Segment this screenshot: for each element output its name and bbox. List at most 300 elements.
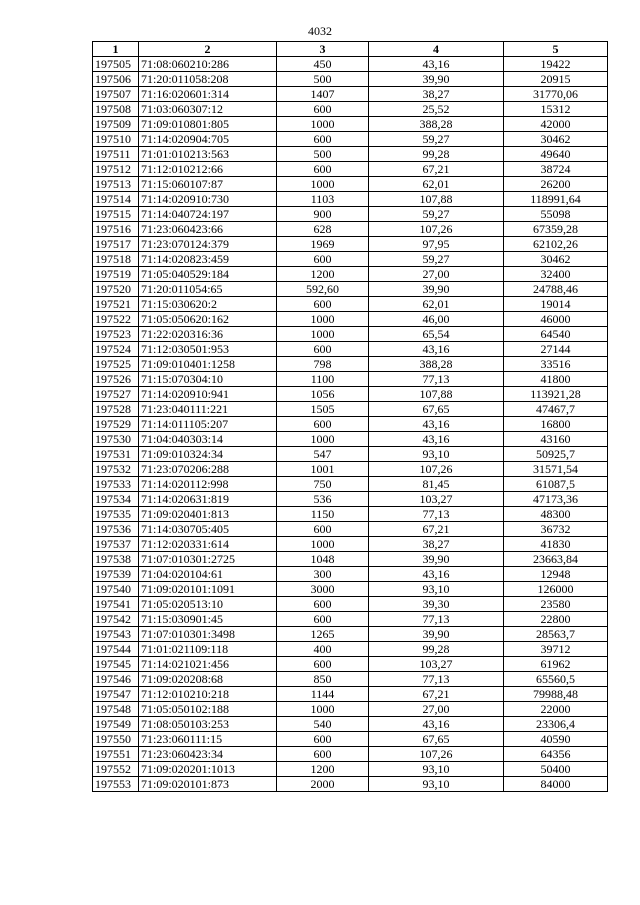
cadastral-number-cell: 71:16:020601:314: [139, 87, 277, 102]
record-number-cell: 197549: [93, 717, 139, 732]
rate-cell: 67,65: [369, 732, 504, 747]
record-number-cell: 197544: [93, 642, 139, 657]
table-row: [93, 747, 608, 762]
value-cell: 65560,5: [504, 672, 608, 687]
table-row: [93, 762, 608, 777]
area-cell: 1407: [277, 87, 369, 102]
area-cell: 1200: [277, 762, 369, 777]
rate-cell: 27,00: [369, 267, 504, 282]
value-cell: 38724: [504, 162, 608, 177]
cadastral-number-cell: 71:14:021021:456: [139, 657, 277, 672]
cadastral-number-cell: 71:23:040111:221: [139, 402, 277, 417]
cadastral-number-cell: 71:01:010213:563: [139, 147, 277, 162]
cadastral-number-cell: 71:14:020910:730: [139, 192, 277, 207]
value-cell: 40590: [504, 732, 608, 747]
value-cell: 41800: [504, 372, 608, 387]
cadastral-number-cell: 71:14:020112:998: [139, 477, 277, 492]
area-cell: 1200: [277, 267, 369, 282]
area-cell: 600: [277, 417, 369, 432]
cadastral-number-cell: 71:05:050620:162: [139, 312, 277, 327]
table-row: [93, 327, 608, 342]
rate-cell: 59,27: [369, 207, 504, 222]
cadastral-number-cell: 71:09:020208:68: [139, 672, 277, 687]
table-header: [93, 42, 608, 57]
table-row: [93, 132, 608, 147]
area-cell: 1000: [277, 327, 369, 342]
cadastral-number-cell: 71:04:040303:14: [139, 432, 277, 447]
table-row: [93, 477, 608, 492]
table-row: [93, 657, 608, 672]
cadastral-number-cell: 71:15:060107:87: [139, 177, 277, 192]
table-row: [93, 372, 608, 387]
record-number-cell: 197537: [93, 537, 139, 552]
value-cell: 126000: [504, 582, 608, 597]
record-number-cell: 197536: [93, 522, 139, 537]
value-cell: 27144: [504, 342, 608, 357]
table-row: [93, 297, 608, 312]
table-row: [93, 387, 608, 402]
rate-cell: 103,27: [369, 492, 504, 507]
value-cell: 55098: [504, 207, 608, 222]
header-col-4: 4: [369, 42, 504, 57]
table-row: [93, 117, 608, 132]
value-cell: 23580: [504, 597, 608, 612]
area-cell: 1000: [277, 432, 369, 447]
record-number-cell: 197520: [93, 282, 139, 297]
rate-cell: 39,90: [369, 72, 504, 87]
area-cell: 1969: [277, 237, 369, 252]
table-row: [93, 87, 608, 102]
area-cell: 600: [277, 612, 369, 627]
value-cell: 23306,4: [504, 717, 608, 732]
cadastral-number-cell: 71:09:010324:34: [139, 447, 277, 462]
table-row: [93, 357, 608, 372]
page-number: 4032: [308, 24, 332, 38]
value-cell: 31571,54: [504, 462, 608, 477]
area-cell: 2000: [277, 777, 369, 792]
rate-cell: 43,16: [369, 717, 504, 732]
rate-cell: 39,90: [369, 282, 504, 297]
record-number-cell: 197538: [93, 552, 139, 567]
value-cell: 31770,06: [504, 87, 608, 102]
area-cell: 1265: [277, 627, 369, 642]
rate-cell: 107,26: [369, 222, 504, 237]
value-cell: 36732: [504, 522, 608, 537]
record-number-cell: 197514: [93, 192, 139, 207]
record-number-cell: 197546: [93, 672, 139, 687]
cadastral-number-cell: 71:05:040529:184: [139, 267, 277, 282]
record-number-cell: 197524: [93, 342, 139, 357]
record-number-cell: 197515: [93, 207, 139, 222]
value-cell: 41830: [504, 537, 608, 552]
cadastral-number-cell: 71:14:020631:819: [139, 492, 277, 507]
value-cell: 50400: [504, 762, 608, 777]
value-cell: 47467,7: [504, 402, 608, 417]
table-row: [93, 237, 608, 252]
table-row: [93, 447, 608, 462]
record-number-cell: 197510: [93, 132, 139, 147]
cadastral-number-cell: 71:04:020104:61: [139, 567, 277, 582]
rate-cell: 77,13: [369, 612, 504, 627]
cadastral-number-cell: 71:23:060423:34: [139, 747, 277, 762]
cadastral-number-cell: 71:12:030501:953: [139, 342, 277, 357]
value-cell: 12948: [504, 567, 608, 582]
record-number-cell: 197512: [93, 162, 139, 177]
value-cell: 64356: [504, 747, 608, 762]
value-cell: 22800: [504, 612, 608, 627]
table-row: [93, 177, 608, 192]
area-cell: 1056: [277, 387, 369, 402]
value-cell: 33516: [504, 357, 608, 372]
rate-cell: 99,28: [369, 147, 504, 162]
table-row: [93, 507, 608, 522]
record-number-cell: 197529: [93, 417, 139, 432]
value-cell: 30462: [504, 132, 608, 147]
area-cell: 600: [277, 297, 369, 312]
record-number-cell: 197521: [93, 297, 139, 312]
record-number-cell: 197539: [93, 567, 139, 582]
rate-cell: 67,21: [369, 687, 504, 702]
value-cell: 84000: [504, 777, 608, 792]
table-row: [93, 282, 608, 297]
rate-cell: 39,90: [369, 627, 504, 642]
area-cell: 592,60: [277, 282, 369, 297]
value-cell: 61087,5: [504, 477, 608, 492]
cadastral-number-cell: 71:09:010401:1258: [139, 357, 277, 372]
value-cell: 47173,36: [504, 492, 608, 507]
table-row: [93, 267, 608, 282]
rate-cell: 81,45: [369, 477, 504, 492]
table-row: [93, 537, 608, 552]
value-cell: 16800: [504, 417, 608, 432]
rate-cell: 38,27: [369, 87, 504, 102]
value-cell: 67359,28: [504, 222, 608, 237]
area-cell: 750: [277, 477, 369, 492]
cadastral-number-cell: 71:15:030620:2: [139, 297, 277, 312]
rate-cell: 103,27: [369, 657, 504, 672]
cadastral-number-cell: 71:14:030705:405: [139, 522, 277, 537]
record-number-cell: 197522: [93, 312, 139, 327]
table-row: [93, 492, 608, 507]
header-col-5: 5: [504, 42, 608, 57]
table-row: [93, 192, 608, 207]
area-cell: 600: [277, 522, 369, 537]
value-cell: 64540: [504, 327, 608, 342]
value-cell: 19014: [504, 297, 608, 312]
rate-cell: 77,13: [369, 672, 504, 687]
record-number-cell: 197518: [93, 252, 139, 267]
area-cell: 536: [277, 492, 369, 507]
table-row: [93, 732, 608, 747]
rate-cell: 388,28: [369, 117, 504, 132]
area-cell: 500: [277, 72, 369, 87]
table-row: [93, 72, 608, 87]
record-number-cell: 197508: [93, 102, 139, 117]
cadastral-number-cell: 71:01:021109:118: [139, 642, 277, 657]
area-cell: 1100: [277, 372, 369, 387]
area-cell: 1103: [277, 192, 369, 207]
table-row: [93, 312, 608, 327]
value-cell: 20915: [504, 72, 608, 87]
cadastral-number-cell: 71:12:020331:614: [139, 537, 277, 552]
rate-cell: 93,10: [369, 447, 504, 462]
area-cell: 1001: [277, 462, 369, 477]
table-row: [93, 57, 608, 72]
table-row: [93, 552, 608, 567]
table-row: [93, 417, 608, 432]
cadastral-number-cell: 71:23:060111:15: [139, 732, 277, 747]
cadastral-number-cell: 71:20:011058:208: [139, 72, 277, 87]
record-number-cell: 197527: [93, 387, 139, 402]
cadastral-number-cell: 71:09:020101:1091: [139, 582, 277, 597]
table-row: [93, 597, 608, 612]
value-cell: 26200: [504, 177, 608, 192]
record-number-cell: 197525: [93, 357, 139, 372]
area-cell: 400: [277, 642, 369, 657]
cadastral-number-cell: 71:07:010301:3498: [139, 627, 277, 642]
cadastral-number-cell: 71:07:010301:2725: [139, 552, 277, 567]
table-row: [93, 462, 608, 477]
area-cell: 1048: [277, 552, 369, 567]
rate-cell: 107,88: [369, 192, 504, 207]
area-cell: 600: [277, 252, 369, 267]
rate-cell: 107,26: [369, 462, 504, 477]
area-cell: 600: [277, 342, 369, 357]
area-cell: 1000: [277, 537, 369, 552]
record-number-cell: 197531: [93, 447, 139, 462]
cadastral-number-cell: 71:14:040724:197: [139, 207, 277, 222]
rate-cell: 43,16: [369, 57, 504, 72]
table-row: [93, 717, 608, 732]
table-row: [93, 162, 608, 177]
value-cell: 43160: [504, 432, 608, 447]
rate-cell: 62,01: [369, 177, 504, 192]
cadastral-number-cell: 71:05:050102:188: [139, 702, 277, 717]
area-cell: 3000: [277, 582, 369, 597]
area-cell: 600: [277, 657, 369, 672]
area-cell: 547: [277, 447, 369, 462]
rate-cell: 99,28: [369, 642, 504, 657]
rate-cell: 25,52: [369, 102, 504, 117]
rate-cell: 93,10: [369, 777, 504, 792]
header-col-1: 1: [93, 42, 139, 57]
value-cell: 50925,7: [504, 447, 608, 462]
rate-cell: 39,30: [369, 597, 504, 612]
table-row: [93, 342, 608, 357]
area-cell: 900: [277, 207, 369, 222]
value-cell: 42000: [504, 117, 608, 132]
table-row: [93, 582, 608, 597]
cadastral-number-cell: 71:23:070206:288: [139, 462, 277, 477]
record-number-cell: 197551: [93, 747, 139, 762]
area-cell: 798: [277, 357, 369, 372]
record-number-cell: 197540: [93, 582, 139, 597]
area-cell: 1150: [277, 507, 369, 522]
record-number-cell: 197526: [93, 372, 139, 387]
record-number-cell: 197545: [93, 657, 139, 672]
cadastral-number-cell: 71:20:011054:65: [139, 282, 277, 297]
header-row: [93, 42, 608, 57]
table-row: [93, 252, 608, 267]
table-row: [93, 642, 608, 657]
value-cell: 39712: [504, 642, 608, 657]
rate-cell: 43,16: [369, 567, 504, 582]
table-body: [93, 57, 608, 792]
area-cell: 1000: [277, 702, 369, 717]
value-cell: 62102,26: [504, 237, 608, 252]
area-cell: 600: [277, 132, 369, 147]
cadastral-number-cell: 71:09:010801:805: [139, 117, 277, 132]
table-row: [93, 432, 608, 447]
value-cell: 46000: [504, 312, 608, 327]
area-cell: 500: [277, 147, 369, 162]
table-row: [93, 702, 608, 717]
area-cell: 628: [277, 222, 369, 237]
rate-cell: 59,27: [369, 252, 504, 267]
rate-cell: 97,95: [369, 237, 504, 252]
record-number-cell: 197553: [93, 777, 139, 792]
record-number-cell: 197542: [93, 612, 139, 627]
record-number-cell: 197532: [93, 462, 139, 477]
area-cell: 1144: [277, 687, 369, 702]
value-cell: 79988,48: [504, 687, 608, 702]
rate-cell: 27,00: [369, 702, 504, 717]
table-row: [93, 612, 608, 627]
registry-table: [92, 41, 608, 792]
area-cell: 1000: [277, 177, 369, 192]
value-cell: 24788,46: [504, 282, 608, 297]
record-number-cell: 197535: [93, 507, 139, 522]
table-row: [93, 627, 608, 642]
value-cell: 28563,7: [504, 627, 608, 642]
table-row: [93, 672, 608, 687]
record-number-cell: 197541: [93, 597, 139, 612]
value-cell: 32400: [504, 267, 608, 282]
table-row: [93, 522, 608, 537]
record-number-cell: 197513: [93, 177, 139, 192]
record-number-cell: 197511: [93, 147, 139, 162]
area-cell: 540: [277, 717, 369, 732]
cadastral-number-cell: 71:03:060307:12: [139, 102, 277, 117]
record-number-cell: 197534: [93, 492, 139, 507]
rate-cell: 46,00: [369, 312, 504, 327]
value-cell: 48300: [504, 507, 608, 522]
cadastral-number-cell: 71:09:020401:813: [139, 507, 277, 522]
record-number-cell: 197507: [93, 87, 139, 102]
record-number-cell: 197548: [93, 702, 139, 717]
record-number-cell: 197547: [93, 687, 139, 702]
rate-cell: 107,26: [369, 747, 504, 762]
area-cell: 600: [277, 732, 369, 747]
area-cell: 600: [277, 597, 369, 612]
cadastral-number-cell: 71:14:020904:705: [139, 132, 277, 147]
area-cell: 450: [277, 57, 369, 72]
cadastral-number-cell: 71:22:020316:36: [139, 327, 277, 342]
record-number-cell: 197509: [93, 117, 139, 132]
rate-cell: 43,16: [369, 432, 504, 447]
value-cell: 118991,64: [504, 192, 608, 207]
cadastral-number-cell: 71:09:020101:873: [139, 777, 277, 792]
record-number-cell: 197505: [93, 57, 139, 72]
record-number-cell: 197523: [93, 327, 139, 342]
rate-cell: 43,16: [369, 342, 504, 357]
rate-cell: 62,01: [369, 297, 504, 312]
cadastral-number-cell: 71:23:060423:66: [139, 222, 277, 237]
area-cell: 600: [277, 102, 369, 117]
value-cell: 19422: [504, 57, 608, 72]
table-row: [93, 147, 608, 162]
area-cell: 1000: [277, 312, 369, 327]
cadastral-number-cell: 71:12:010212:66: [139, 162, 277, 177]
rate-cell: 67,21: [369, 162, 504, 177]
cadastral-number-cell: 71:15:030901:45: [139, 612, 277, 627]
cadastral-number-cell: 71:09:020201:1013: [139, 762, 277, 777]
record-number-cell: 197533: [93, 477, 139, 492]
rate-cell: 67,65: [369, 402, 504, 417]
header-col-3: 3: [277, 42, 369, 57]
value-cell: 49640: [504, 147, 608, 162]
rate-cell: 107,88: [369, 387, 504, 402]
rate-cell: 43,16: [369, 417, 504, 432]
value-cell: 15312: [504, 102, 608, 117]
value-cell: 113921,28: [504, 387, 608, 402]
record-number-cell: 197543: [93, 627, 139, 642]
table-row: [93, 687, 608, 702]
table-row: [93, 222, 608, 237]
record-number-cell: 197530: [93, 432, 139, 447]
table-row: [93, 102, 608, 117]
rate-cell: 77,13: [369, 507, 504, 522]
cadastral-number-cell: 71:05:020513:10: [139, 597, 277, 612]
cadastral-number-cell: 71:14:020823:459: [139, 252, 277, 267]
table-row: [93, 207, 608, 222]
area-cell: 1505: [277, 402, 369, 417]
area-cell: 600: [277, 747, 369, 762]
area-cell: 600: [277, 162, 369, 177]
rate-cell: 39,90: [369, 552, 504, 567]
value-cell: 22000: [504, 702, 608, 717]
rate-cell: 65,54: [369, 327, 504, 342]
rate-cell: 38,27: [369, 537, 504, 552]
table-row: [93, 777, 608, 792]
rate-cell: 93,10: [369, 762, 504, 777]
cadastral-number-cell: 71:08:060210:286: [139, 57, 277, 72]
rate-cell: 59,27: [369, 132, 504, 147]
value-cell: 61962: [504, 657, 608, 672]
cadastral-number-cell: 71:12:010210:218: [139, 687, 277, 702]
cadastral-number-cell: 71:14:011105:207: [139, 417, 277, 432]
area-cell: 300: [277, 567, 369, 582]
area-cell: 1000: [277, 117, 369, 132]
rate-cell: 388,28: [369, 357, 504, 372]
cadastral-number-cell: 71:08:050103:253: [139, 717, 277, 732]
record-number-cell: 197517: [93, 237, 139, 252]
cadastral-number-cell: 71:14:020910:941: [139, 387, 277, 402]
area-cell: 850: [277, 672, 369, 687]
rate-cell: 77,13: [369, 372, 504, 387]
value-cell: 30462: [504, 252, 608, 267]
rate-cell: 93,10: [369, 582, 504, 597]
cadastral-number-cell: 71:23:070124:379: [139, 237, 277, 252]
table-row: [93, 402, 608, 417]
cadastral-number-cell: 71:15:070304:10: [139, 372, 277, 387]
record-number-cell: 197506: [93, 72, 139, 87]
record-number-cell: 197550: [93, 732, 139, 747]
value-cell: 23663,84: [504, 552, 608, 567]
table-row: [93, 567, 608, 582]
header-col-2: 2: [139, 42, 277, 57]
rate-cell: 67,21: [369, 522, 504, 537]
